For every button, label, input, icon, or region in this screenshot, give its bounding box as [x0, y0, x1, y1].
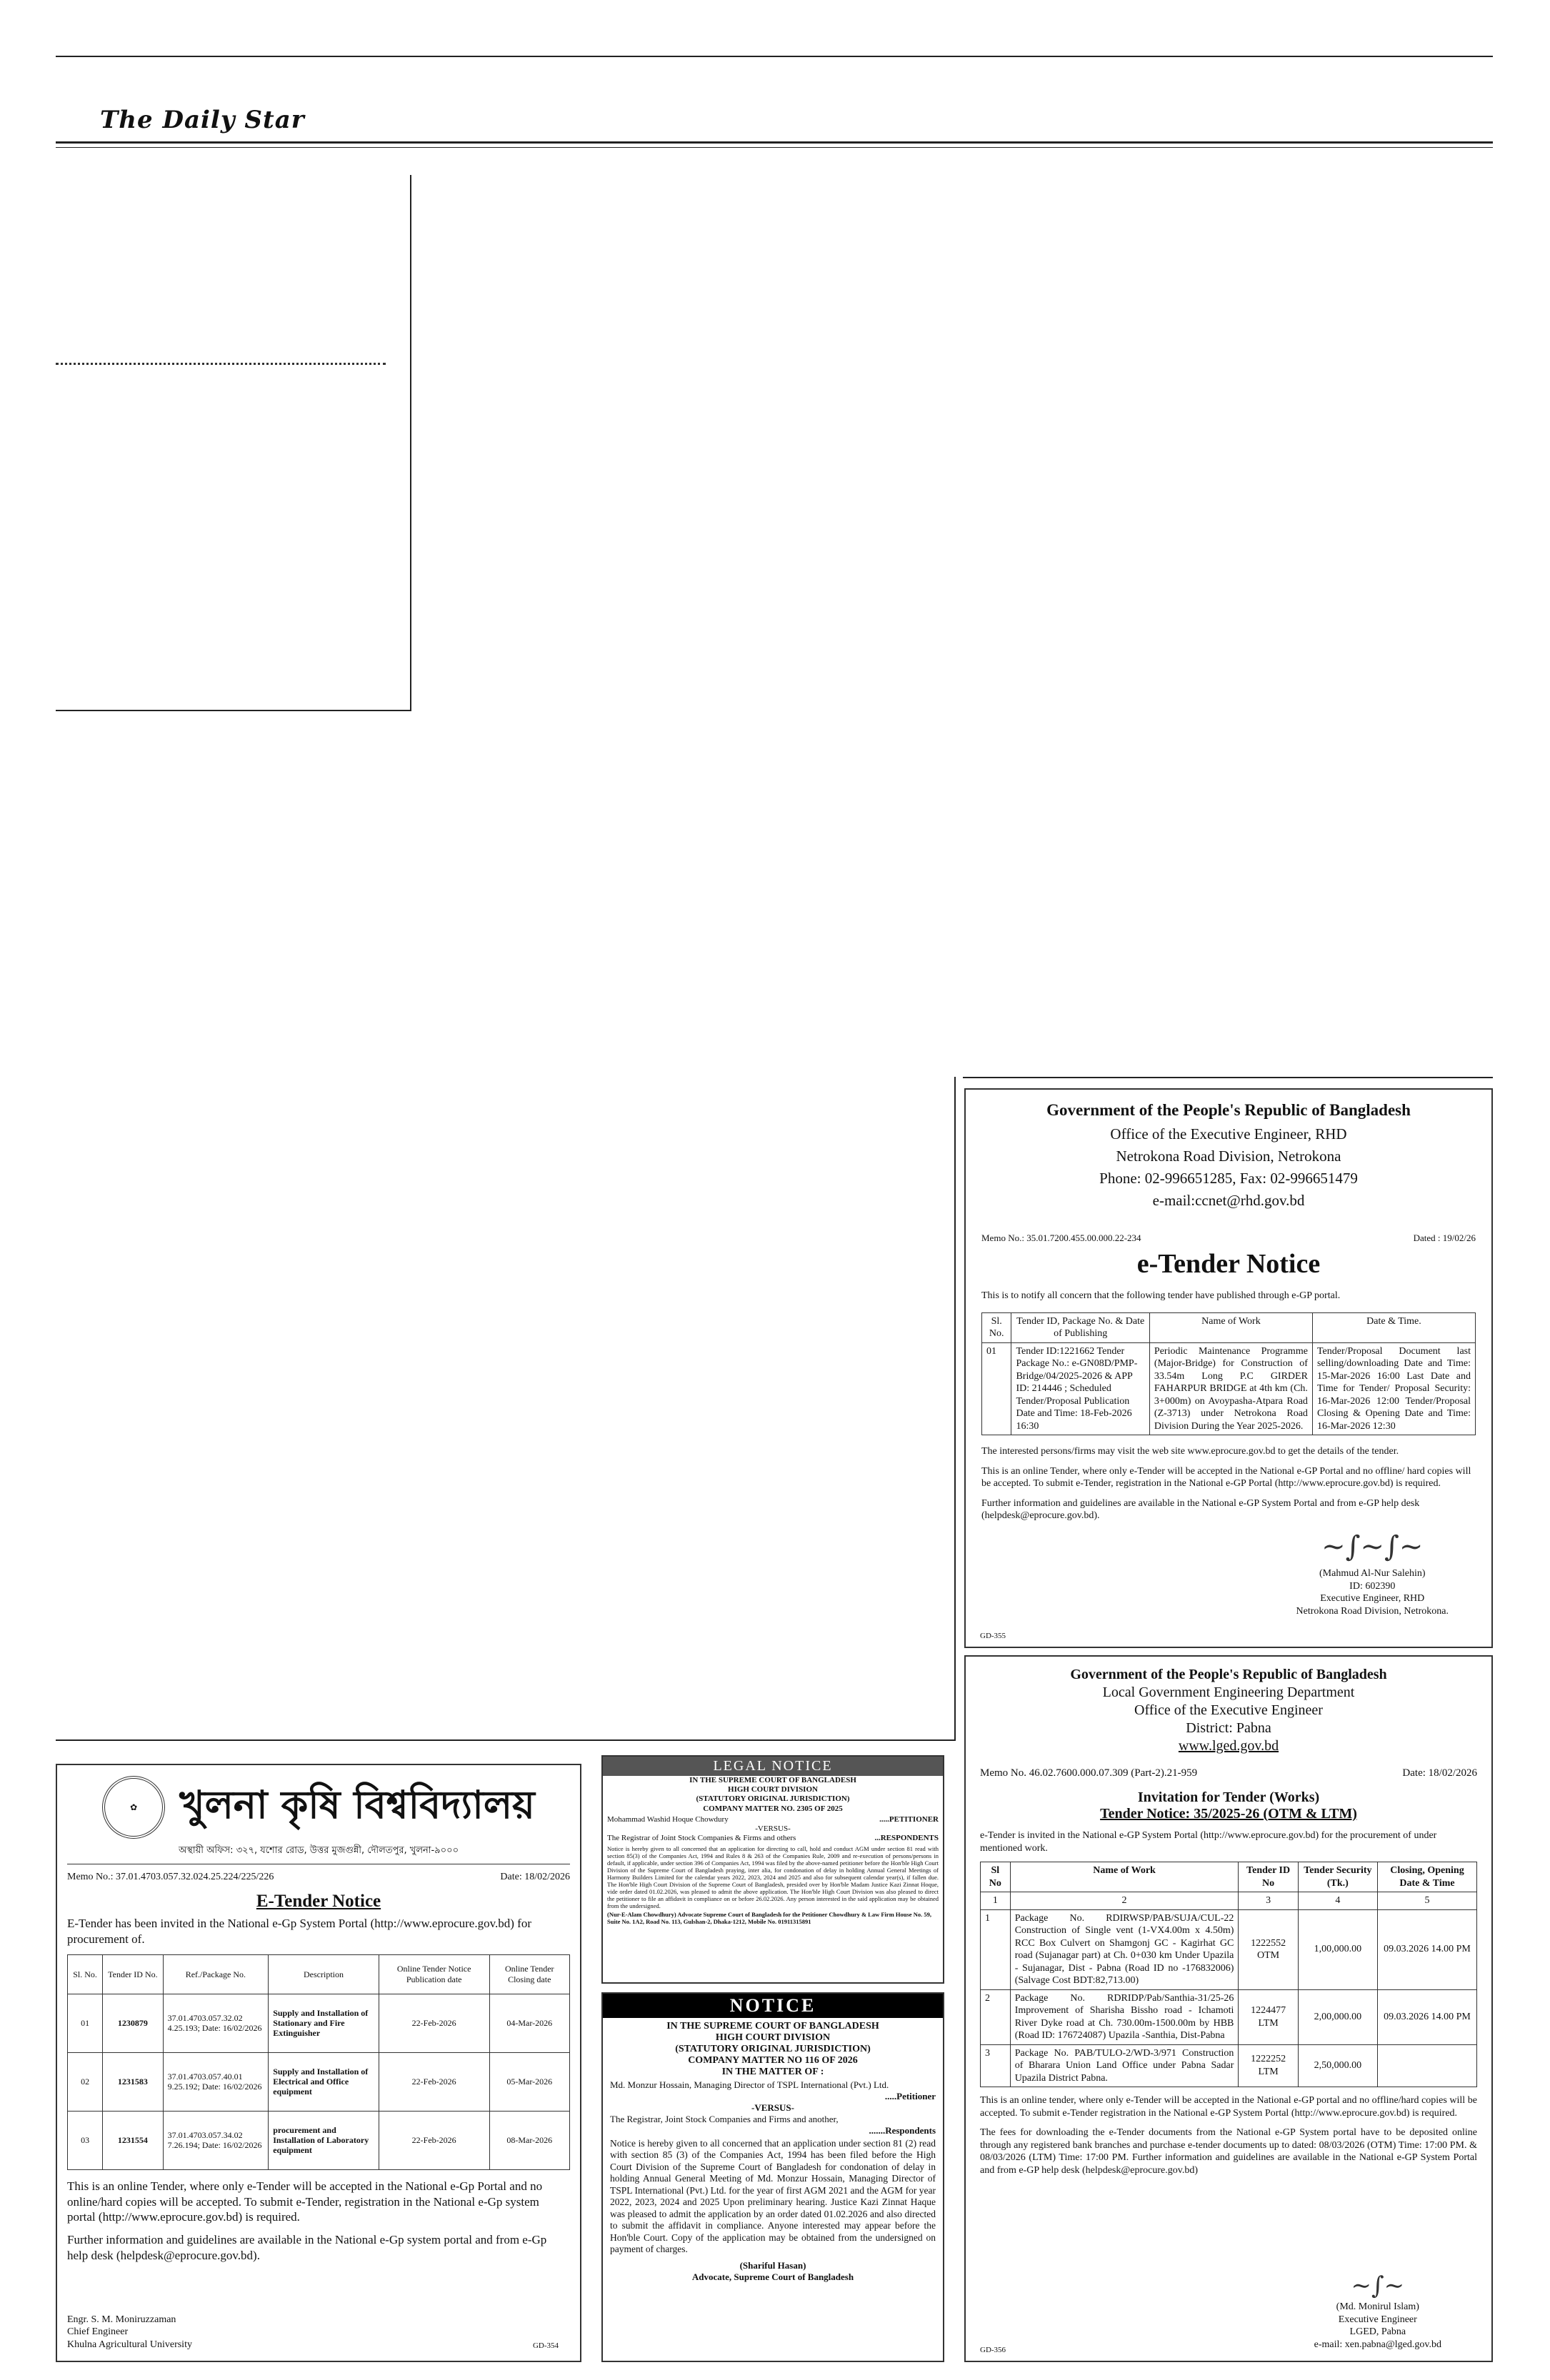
table-cell: Supply and Installation of Stationary and Fire Extinguisher — [269, 1994, 379, 2052]
legal-petitioner: Mohammad Washid Hoque Chowdury — [607, 1814, 729, 1824]
legal-division: HIGH COURT DIVISION — [728, 1785, 818, 1794]
lged-gov-title: Government of the People's Republic of Bangladesh — [1070, 1667, 1387, 1682]
kau-para-online: This is an online Tender, where only e-Tender will be accepted in the National e-Gp Portal and no online/hard copies will be accepted. To submit e-Tender, registration in the National e-Gp system portal (http://www.eprocure.gov.bd) is required. — [67, 2179, 543, 2224]
table-cell: 1 — [981, 1909, 1011, 1989]
lged-signature-block — [1314, 2271, 1441, 2351]
table-row — [981, 1989, 1477, 2044]
table-cell: 2 — [1010, 1892, 1239, 1910]
kau-date: Date: 18/02/2026 — [500, 1872, 570, 1883]
lged-tender-table — [980, 1862, 1477, 2087]
kau-name: খুলনা কৃষি বিশ্ববিদ্যালয় — [179, 1782, 535, 1827]
table-cell: Package No. RDRIDP/Pab/Santhia-31/25-26 Improvement of Sharisha Bissho road - Ichamoti River Dyke road at Ch. 730.00m-1500.00m by HBB (Road ID: 176724087) Upazila -Santhia, Dist-Pabna — [1010, 1989, 1239, 2044]
kau-sign-name: Engr. S. M. Moniruzzaman — [67, 2314, 176, 2325]
kau-sign-title: Chief Engineer — [67, 2326, 129, 2337]
kau-address: অস্থায়ী অফিস: ৩২৭, যশোর রোড, উত্তর মুজগুন্নী, দৌলতপুর, খুলনা-৯০০০ — [178, 1845, 459, 1856]
tspl-notice-ad — [601, 1992, 944, 2362]
notice-in-matter: IN THE MATTER OF : — [721, 2067, 824, 2077]
masthead-rule-thin — [56, 147, 1493, 148]
table-header: Name of Work — [1149, 1312, 1312, 1342]
dotted-divider — [56, 363, 386, 365]
rhd-title: e-Tender Notice — [1136, 1249, 1321, 1279]
table-header: Sl. No. — [68, 1954, 103, 1994]
table-header: Description — [269, 1954, 379, 1994]
lged-subtitle: Tender Notice: 35/2025-26 (OTM & LTM) — [1100, 1806, 1357, 1822]
table-cell: 22-Feb-2026 — [379, 1994, 489, 2052]
rhd-ad-code: GD-355 — [980, 1631, 1006, 1640]
lged-date: Date: 18/02/2026 — [1402, 1767, 1477, 1779]
kau-signature-block — [67, 2314, 192, 2351]
table-cell: 1230879 — [103, 1994, 163, 2052]
kau-title: E-Tender Notice — [256, 1892, 381, 1912]
table-cell: 01 — [68, 1994, 103, 2052]
lged-office: Office of the Executive Engineer — [1134, 1702, 1323, 1718]
notice-versus: -VERSUS- — [751, 2102, 794, 2113]
table-cell: Package No. PAB/TULO-2/WD-3/971 Construction of Bharara Union Land Office under Pabna Sadar Upazila District Pabna. — [1010, 2044, 1239, 2087]
lged-dept: Local Government Engineering Department — [1102, 1684, 1355, 1700]
table-cell: 22-Feb-2026 — [379, 2111, 489, 2169]
notice-petitioner: Md. Monzur Hossain, Managing Director of TSPL International (Pvt.) Ltd. — [610, 2079, 889, 2090]
table-header: Tender ID No — [1239, 1862, 1298, 1892]
table-header: Sl No — [981, 1862, 1011, 1892]
notice-jurisdiction: (STATUTORY ORIGINAL JURISDICTION) — [675, 2044, 871, 2054]
table-cell: 5 — [1377, 1892, 1476, 1910]
table-cell: 22-Feb-2026 — [379, 2052, 489, 2111]
notice-petitioner-label: .....Petitioner — [884, 2091, 936, 2102]
table-cell: 37.01.4703.057.40.01 9.25.192; Date: 16/02/2026 — [163, 2052, 269, 2111]
rhd-para-online: This is an online Tender, where only e-Tender will be accepted in the National e-GP Portal and no offline/ hard copies will be accepted. To submit e-Tender, registration in the National e-GP Portal (http://www.eprocure.gov.bd) is required. — [981, 1465, 1471, 1489]
legal-sign: (Nur-E-Alam Chowdhury) Advocate Supreme Court of Bangladesh for the Petitioner Chowdhury & Law Firm House No. 59, Suite No. 1A2, Road No. 113, Gulshan-2, Dhaka-1212, Mobile No. 01911315891 — [607, 1911, 931, 1926]
table-cell: 03 — [68, 2111, 103, 2169]
table-cell: 1,00,000.00 — [1298, 1909, 1377, 1989]
table-cell: 1222252 LTM — [1239, 2044, 1298, 2087]
table-header: Tender ID, Package No. & Date of Publishing — [1011, 1312, 1149, 1342]
rhd-tender-table — [981, 1312, 1476, 1436]
table-cell: 05-Mar-2026 — [489, 2052, 570, 2111]
notice-division: HIGH COURT DIVISION — [715, 2032, 831, 2043]
table-header: Online Tender Notice Publication date — [379, 1954, 489, 1994]
lged-ad-code: GD-356 — [980, 2345, 1006, 2354]
ad-area-rule — [963, 1077, 1493, 1078]
table-header: Tender ID No. — [103, 1954, 163, 1994]
rhd-office: Office of the Executive Engineer, RHD — [1110, 1125, 1347, 1143]
rhd-dated: Dated : 19/02/26 — [1413, 1232, 1476, 1243]
table-cell: 37.01.4703.057.34.02 7.26.194; Date: 16/02/2026 — [163, 2111, 269, 2169]
table-cell: 08-Mar-2026 — [489, 2111, 570, 2169]
table-cell: 2,50,000.00 — [1298, 2044, 1377, 2087]
legal-banner: LEGAL NOTICE — [603, 1757, 943, 1776]
table-cell: Tender/Proposal Document last selling/downloading Date and Time: 15-Mar-2026 16:00 Last Date and Time for Tender/ Proposal Security: 16-Mar-2026 12:00 Tender/Proposal Closing & Opening Date and Time: 16-Mar-2026 12:30 — [1312, 1342, 1475, 1435]
lged-para-fees: The fees for downloading the e-Tender documents from the National e-GP System portal have to be deposited online through any registered bank branches and purchase e-tender documents up to dated: 08/03/2026 (OTM) Time: 17:00 PM. & 08/03/2026 (LTM) Time: 17:00 PM. Further information and guidelines are available in the National e-GP System Portal and from e-GP help desk (helpdesk@eprocure.gov.bd) — [980, 2127, 1477, 2176]
kau-memo: Memo No.: 37.01.4703.057.32.024.25.224/225/226 — [67, 1872, 274, 1883]
table-cell: 37.01.4703.057.32.02 4.25.193; Date: 16/02/2026 — [163, 1994, 269, 2052]
table-cell: 09.03.2026 14.00 PM — [1377, 1909, 1476, 1989]
table-cell: Package No. RDIRWSP/PAB/SUJA/CUL-22 Construction of Single vent (1-VX4.00m x 4.50m) RCC Box Culvert on Shamgonj GC - Kagirhat GC road (Sujanagar part) at Ch. 0+030 km Under Upazila - Sujanagar, Dist - Pabna (Road ID no -176832006) (Salvage Cost BDT:82,713.00) — [1010, 1909, 1239, 1989]
kau-tender-ad — [56, 1764, 581, 2362]
notice-body: Notice is hereby given to all concerned that an application under section 81 (2) read with section 85 (3) of the Companies Act, 1994 has been filed before the High Court Division of the Supreme Court of Bangladesh for condonation of delay in holding Annual General Meeting of Md. Monzur Hossain, Managing Director of TSPL International (Pvt.) Ltd. for the year of first AGM 2021 and the AGM for year 2022, 2023, 2024 and 2025 Upon preliminary hearing. Justice Kazi Zinnat Haque was pleased to admit the application by an order dated 01.02.2026 and also directed to submit the affidavit in compliance. Anyone interested may appear before the Hon'ble Court. Copy of the application may be obtained from the undersigned on payment of charges. — [610, 2138, 936, 2255]
lged-memo: Memo No. 46.02.7600.000.07.309 (Part-2).21-959 — [980, 1767, 1198, 1779]
rhd-gov-title: Government of the People's Republic of Bangladesh — [1046, 1101, 1411, 1119]
kau-intro: E-Tender has been invited in the National e-Gp System Portal (http://www.eprocure.gov.bd) for procurement of. — [67, 1917, 531, 1946]
table-row — [981, 1909, 1477, 1989]
legal-versus: -VERSUS- — [755, 1824, 791, 1833]
rhd-sign-title: Executive Engineer, RHD — [1320, 1593, 1425, 1604]
lged-sign-email: e-mail: xen.pabna@lged.gov.bd — [1314, 2339, 1441, 2350]
lged-sign-name: (Md. Monirul Islam) — [1336, 2301, 1419, 2312]
table-header: Closing, Opening Date & Time — [1377, 1862, 1476, 1892]
legal-body: Notice is hereby given to all concerned that an application for directing to call, hold and conduct AGM under section 81 read with section 85(3) of the Companies Act, 1994 and Rules 8 & 263 of the Companies Rule, 2009 and re-execution of persons/persons in default, if applicable, under section 396 of Companies Act, 1994 was filed by the above-named petitioner before the Hon'ble High Court Division of the Supreme Court of Bangladesh praying, inter alia, for condonation of delay in holding Annual General Meetings of Harmony Builders Limited for the calendar years 2022, 2023, 2024 and 2025 and also for subsequent calendar year(s), if fallen due. The Hon'ble High Court Division of the Supreme Court of Bangladesh, presided over by Hon'ble Madam Justice Kazi Zinnat Hoque, vide order dated 01.02.2026, was pleased to admit the above application. The Hon'ble High Court Division was also pleased to direct the petitioner to file an affidavit in compliance on or before 26.02.2026. Any person interested in the said application may be obtained from the undersigned. — [607, 1845, 939, 1910]
rhd-para-guidelines: Further information and guidelines are available in the National e-GP System Portal and from e-GP help desk (helpdesk@eprocure.gov.bd). — [981, 1497, 1420, 1521]
notice-sign-name: (Shariful Hasan) — [739, 2259, 806, 2271]
table-cell: Tender ID:1221662 Tender Package No.: e-GN08D/PMP-Bridge/04/2025-2026 & APP ID: 214446 ; Scheduled Tender/Proposal Publication Date and Time: 18-Feb-2026 16:30 — [1011, 1342, 1149, 1435]
table-cell: Supply and Installation of Electrical and Office equipment — [269, 2052, 379, 2111]
lged-intro: e-Tender is invited in the National e-GP System Portal (http://www.eprocure.gov.bd) for the procurement of under mentioned work. — [980, 1830, 1437, 1854]
column-rule-left — [410, 175, 411, 711]
table-cell: 3 — [981, 2044, 1011, 2087]
lged-title: Invitation for Tender (Works) — [1137, 1789, 1320, 1805]
kau-sign-office: Khulna Agricultural University — [67, 2339, 192, 2350]
notice-respondent: The Registrar, Joint Stock Companies and Firms and another, — [610, 2114, 839, 2124]
lged-tender-ad — [964, 1655, 1493, 2362]
table-header-row — [982, 1312, 1476, 1342]
table-cell: 1224477 LTM — [1239, 1989, 1298, 2044]
masthead: The Daily Star — [100, 106, 305, 134]
table-header: Name of Work — [1010, 1862, 1239, 1892]
table-header-row — [68, 1954, 570, 1994]
legal-court: IN THE SUPREME COURT OF BANGLADESH — [689, 1776, 856, 1784]
table-row — [68, 1994, 570, 2052]
kau-ad-code: GD-354 — [532, 2341, 559, 2350]
table-cell — [1377, 2044, 1476, 2087]
lged-sign-title: Executive Engineer — [1338, 2314, 1417, 2325]
table-row — [68, 2052, 570, 2111]
column-rule-bottom — [56, 710, 411, 711]
legal-respondent: The Registrar of Joint Stock Companies & Firms and others — [607, 1834, 796, 1843]
masthead-rule — [56, 141, 1493, 144]
legal-notice-ad — [601, 1755, 944, 1984]
table-cell: 1222552 OTM — [1239, 1909, 1298, 1989]
table-cell: 04-Mar-2026 — [489, 1994, 570, 2052]
table-row — [68, 2111, 570, 2169]
ad-area-vrule — [954, 1077, 956, 1741]
rhd-tender-ad — [964, 1088, 1493, 1648]
legal-petitioner-label: .....PETITIONER — [879, 1814, 939, 1824]
notice-court: IN THE SUPREME COURT OF BANGLADESH — [666, 2021, 879, 2032]
legal-matter: COMPANY MATTER NO. 2305 OF 2025 — [703, 1804, 843, 1813]
table-cell: 02 — [68, 2052, 103, 2111]
kau-para-guidelines: Further information and guidelines are available in the National e-Gp system portal and from e-Gp help desk (helpdesk@eprocure.gov.bd). — [67, 2233, 547, 2262]
table-cell: Periodic Maintenance Programme (Major-Bridge) for Construction of 33.54m Long P.C GIRDER FAHARPUR BRIDGE at 4th km (Ch. 3+000m) on Avoypasha-Atpara Road (Z-3713) under Netrokona Road Division During the Year 2025-2026. — [1149, 1342, 1312, 1435]
kau-tender-table — [67, 1954, 570, 2170]
table-header: Online Tender Closing date — [489, 1954, 570, 1994]
signature-scribble: ∼∫∼ — [1351, 2271, 1405, 2300]
rhd-phone: Phone: 02-996651285, Fax: 02-996651479 — [1099, 1170, 1358, 1187]
table-cell: 1 — [981, 1892, 1011, 1910]
table-header: Ref./Package No. — [163, 1954, 269, 1994]
table-header-row — [981, 1862, 1477, 1892]
table-row — [981, 2044, 1477, 2087]
notice-respondent-label: .......Respondents — [869, 2125, 936, 2136]
lged-district: District: Pabna — [1186, 1720, 1271, 1736]
legal-respondent-label: ...RESPONDENTS — [874, 1834, 939, 1843]
table-row — [982, 1342, 1476, 1435]
table-header: Date & Time. — [1312, 1312, 1475, 1342]
rhd-intro: This is to notify all concern that the following tender have published through e-GP portal. — [981, 1290, 1341, 1301]
lged-sign-office: LGED, Pabna — [1349, 2326, 1406, 2337]
notice-matter: COMPANY MATTER NO 116 OF 2026 — [688, 2055, 858, 2066]
rhd-division: Netrokona Road Division, Netrokona — [1116, 1148, 1341, 1165]
university-logo-icon: ✿ — [102, 1776, 165, 1839]
rhd-email: e-mail:ccnet@rhd.gov.bd — [1152, 1192, 1305, 1209]
rhd-signature-block — [1296, 1529, 1449, 1617]
lged-para-online: This is an online tender, where only e-Tender will be accepted in the National e-GP portal and no offline/hard copies will be accepted. To submit e-Tender registration in the National e-GP System Portal (http://www.eprocure.gov.bd) is required. — [980, 2095, 1477, 2119]
notice-banner: NOTICE — [603, 1994, 943, 2018]
table-cell: 01 — [982, 1342, 1011, 1435]
top-rule — [56, 56, 1493, 57]
rhd-sign-office: Netrokona Road Division, Netrokona. — [1296, 1605, 1449, 1617]
rhd-sign-name: (Mahmud Al-Nur Salehin) — [1319, 1568, 1426, 1579]
table-cell: 3 — [1239, 1892, 1298, 1910]
rhd-sign-id: ID: 602390 — [1349, 1580, 1396, 1592]
notice-sign-title: Advocate, Supreme Court of Bangladesh — [691, 2271, 854, 2282]
legal-jurisdiction: (STATUTORY ORIGINAL JURISDICTION) — [696, 1794, 850, 1804]
table-cell: 1231554 — [103, 2111, 163, 2169]
table-cell: 2,00,000.00 — [1298, 1989, 1377, 2044]
table-header: Tender Security (Tk.) — [1298, 1862, 1377, 1892]
rhd-para-website: The interested persons/firms may visit the web site www.eprocure.gov.bd to get the details of the tender. — [981, 1446, 1399, 1457]
table-cell: 2 — [981, 1989, 1011, 2044]
table-cell: procurement and Installation of Laboratory equipment — [269, 2111, 379, 2169]
table-header: Sl. No. — [982, 1312, 1011, 1342]
lged-web-link[interactable]: www.lged.gov.bd — [1178, 1738, 1279, 1754]
table-cell: 4 — [1298, 1892, 1377, 1910]
rhd-memo: Memo No.: 35.01.7200.455.00.000.22-234 — [981, 1232, 1141, 1243]
table-number-row — [981, 1892, 1477, 1910]
signature-scribble: ~∫∼∫~ — [1321, 1530, 1424, 1563]
table-cell: 09.03.2026 14.00 PM — [1377, 1989, 1476, 2044]
ad-area-hrule — [56, 1739, 956, 1741]
table-cell: 1231583 — [103, 2052, 163, 2111]
